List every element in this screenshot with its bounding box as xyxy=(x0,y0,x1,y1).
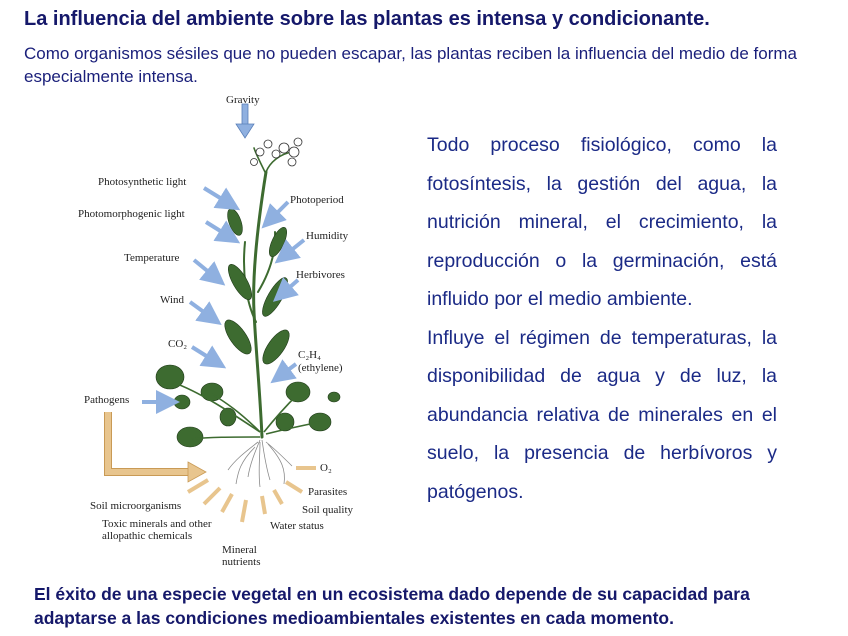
label-mineral-line2: nutrients xyxy=(222,556,261,568)
environment-arrows-left xyxy=(142,188,230,402)
label-parasites: Parasites xyxy=(308,486,348,498)
soil-arrows xyxy=(188,468,316,522)
slide-subtitle: Como organismos sésiles que no pueden escapar, las plantas reciben la influencia del medio de forma especialmente intensa. xyxy=(24,44,798,86)
gravity-arrow xyxy=(236,104,254,138)
body-paragraph-2: Influye el régimen de temperaturas, la disponibilidad de agua y de luz, la abundancia relativa de minerales en el suelo, la presencia de herbívoros y patógenos. xyxy=(427,326,777,503)
body-paragraph-1: Todo proceso fisiológico, como la fotosíntesis, la gestión del agua, la nutrición mineral, el crecimiento, la reproducción o la germinación, está influido por el medio ambiente. xyxy=(427,134,777,310)
label-o2: O₂ xyxy=(320,462,332,474)
plant-leaves xyxy=(156,207,340,447)
label-co2: CO₂ xyxy=(168,338,188,350)
label-toxic-minerals-line1: Toxic minerals and other xyxy=(102,518,212,530)
label-soil-microorganisms: Soil microorganisms xyxy=(90,500,182,512)
label-pathogens: Pathogens xyxy=(84,394,130,406)
label-humidity: Humidity xyxy=(306,230,349,242)
slide-title: La influencia del ambiente sobre las plantas es intensa y condicionante. xyxy=(24,8,710,30)
label-soil-quality: Soil quality xyxy=(302,504,354,516)
flowers xyxy=(251,138,303,166)
label-photosynthetic-light: Photosynthetic light xyxy=(98,176,187,188)
plant-roots xyxy=(228,440,292,487)
label-gravity: Gravity xyxy=(226,94,260,106)
plant-environment-figure xyxy=(70,92,400,572)
label-temperature: Temperature xyxy=(124,252,180,264)
label-water-status: Water status xyxy=(270,520,324,532)
label-herbivores: Herbivores xyxy=(296,269,345,281)
body-text xyxy=(427,126,777,511)
label-photomorphogenic-light: Photomorphogenic light xyxy=(78,208,185,220)
label-photoperiod: Photoperiod xyxy=(290,194,344,206)
label-ethylene-formula: C₂H₄ xyxy=(298,349,321,361)
label-mineral-line1: Mineral xyxy=(222,544,257,556)
label-ethylene: (ethylene) xyxy=(298,362,343,374)
slide-footer: El éxito de una especie vegetal en un ecosistema dado depende de su capacidad para adaptarse a las condiciones medioambientales existentes en cada momento. xyxy=(34,584,750,628)
label-toxic-minerals-line2: allopathic chemicals xyxy=(102,530,193,542)
label-wind: Wind xyxy=(160,294,184,306)
